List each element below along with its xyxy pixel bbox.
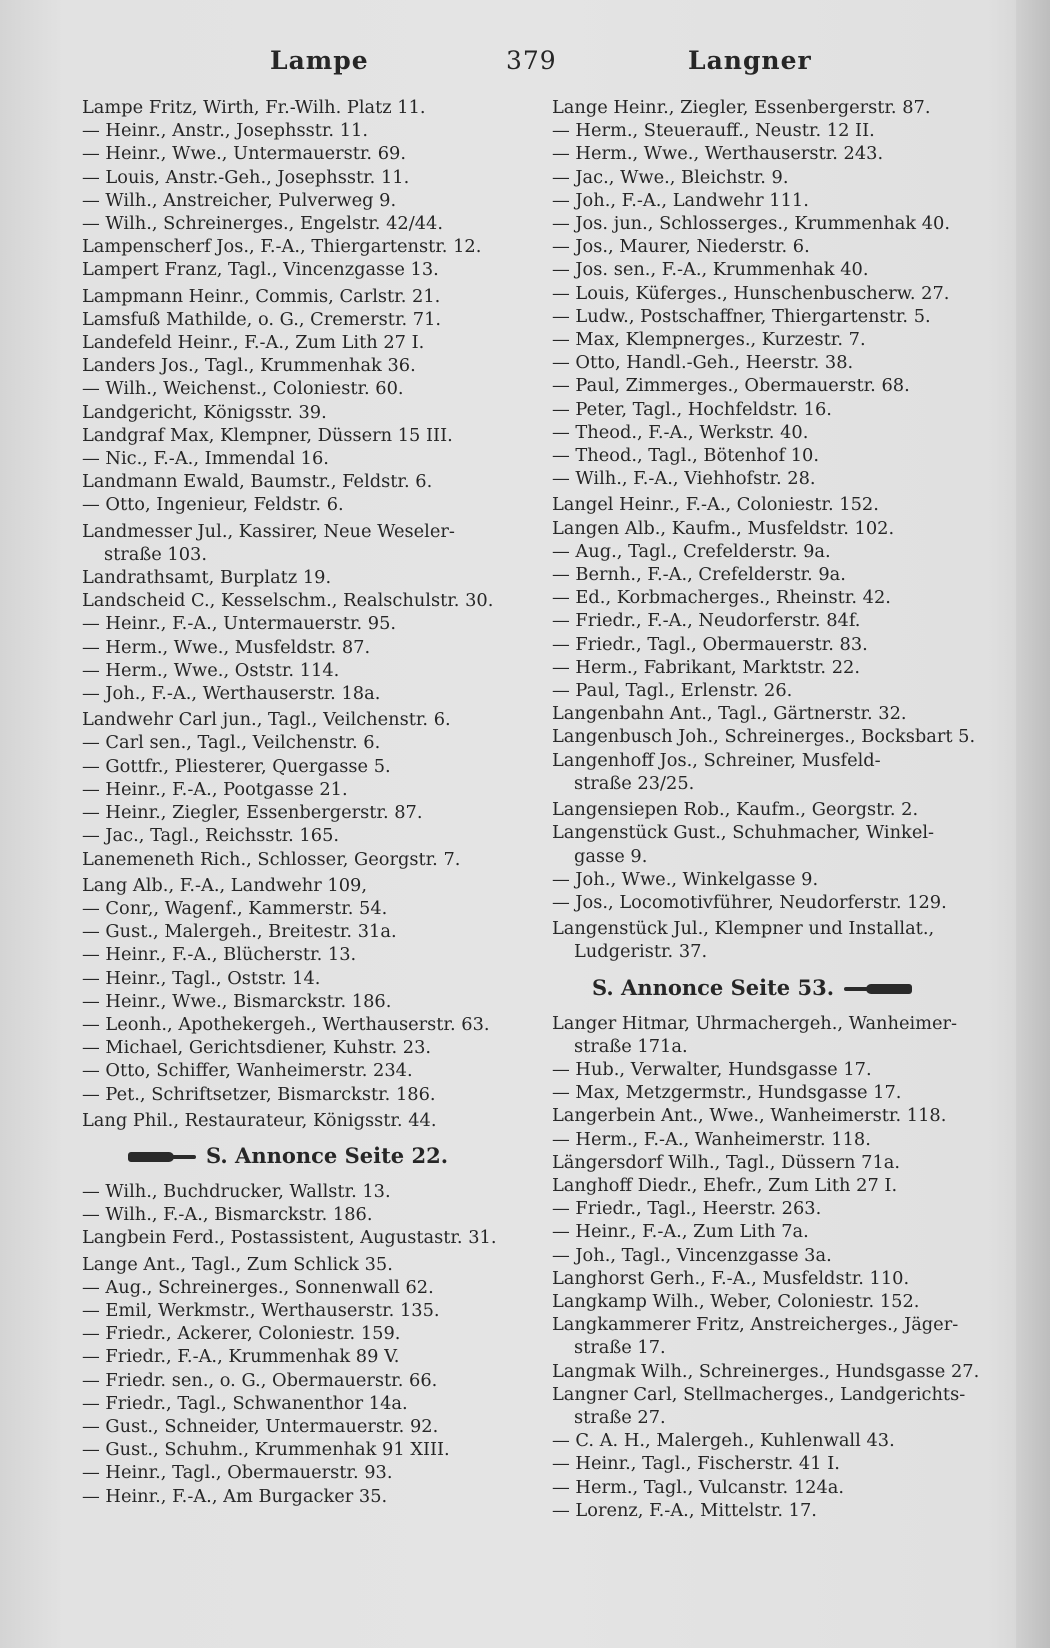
directory-entry: — Heinr., F.-A., Untermauerstr. 95. [82,613,397,635]
advertisement-text: S. Annonce Seite 22. [206,1142,449,1168]
directory-entry: — Joh., Wwe., Winkelgasse 9. [552,868,819,890]
page-edge [1016,0,1050,1648]
directory-entry: Lange Heinr., Ziegler, Essenbergerstr. 87. [552,97,931,118]
directory-entry: — Max, Metzgermstr., Hundsgasse 17. [552,1082,902,1104]
directory-entry: — Heinr., Wwe., Untermauerstr. 69. [82,143,407,165]
directory-entry: — Wilh., Anstreicher, Pulverweg 9. [82,189,397,211]
directory-entry: — Gust., Schneider, Untermauerstr. 92. [82,1415,439,1437]
directory-entry: — Herm., Steuerauff., Neustr. 12 II. [552,120,875,142]
directory-entry: — Pet., Schriftsetzer, Bismarckstr. 186. [82,1083,436,1105]
directory-entry: — Joh., F.-A., Werthauserstr. 18a. [82,683,381,705]
directory-entry: — Jos. sen., F.-A., Krummenhak 40. [552,259,869,281]
directory-entry: — Heinr., Anstr., Josephsstr. 11. [82,120,369,142]
directory-entry: Lanemeneth Rich., Schlosser, Georgstr. 7. [82,848,461,870]
directory-entry: — Aug., Tagl., Crefelderstr. 9a. [552,540,831,562]
directory-entry: — Joh., F.-A., Landwehr 111. [552,189,809,211]
directory-entry: — Paul, Zimmerges., Obermauerstr. 68. [552,375,910,397]
directory-entry: Langerbein Ant., Wwe., Wanheimerstr. 118. [552,1105,947,1127]
directory-entry-continuation: straße 103. [104,543,208,565]
directory-entry: Langner Carl, Stellmacherges., Landgerichts- [552,1383,966,1405]
directory-entry: — Theod., F.-A., Werkstr. 40. [552,421,809,443]
directory-entry: — Heinr., F.-A., Am Burgacker 35. [82,1485,388,1507]
header-right-keyword: Langner [688,46,812,75]
directory-entry-continuation: straße 27. [574,1406,666,1428]
directory-entry: — Leonh., Apothekergeh., Werthauserstr. 63. [82,1013,490,1035]
directory-entry: Landgericht, Königsstr. 39. [82,401,327,423]
directory-entry: Lampenscherf Jos., F.-A., Thiergartenstr. 12. [82,236,482,258]
directory-entry: — Otto, Schiffer, Wanheimerstr. 234. [82,1060,413,1082]
directory-entry: Langenbusch Joh., Schreinerges., Bocksbart 5. [552,726,976,748]
header-left-keyword: Lampe [270,46,369,75]
directory-entry: — Friedr. sen., o. G., Obermauerstr. 66. [82,1369,438,1391]
directory-entry-continuation: straße 171a. [574,1035,688,1057]
directory-entry: — Heinr., Ziegler, Essenbergerstr. 87. [82,802,423,824]
pointing-hand-icon [842,982,912,996]
directory-entry: — Louis, Küferges., Hunschenbuscherw. 27. [552,282,950,304]
directory-entry: — Ed., Korbmacherges., Rheinstr. 42. [552,587,891,609]
directory-entry: — Peter, Tagl., Hochfeldstr. 16. [552,398,832,420]
directory-entry: Langhoff Diedr., Ehefr., Zum Lith 27 I. [552,1174,898,1196]
directory-entry: — Bernh., F.-A., Crefelderstr. 9a. [552,564,846,586]
directory-entry: Langenstück Jul., Klempner und Installat., [552,918,935,940]
directory-entry: Längersdorf Wilh., Tagl., Düssern 71a. [552,1151,901,1173]
directory-entry: — Jos., Locomotivführer, Neudorferstr. 129. [552,891,947,913]
directory-entry: — Max, Klempnerges., Kurzestr. 7. [552,329,866,351]
directory-entry: — Louis, Anstr.-Geh., Josephsstr. 11. [82,166,410,188]
directory-entry: — Heinr., Tagl., Fischerstr. 41 I. [552,1453,840,1475]
directory-entry: — Herm., Wwe., Musfeldstr. 87. [82,636,371,658]
page-number: 379 [506,46,557,75]
directory-entry: — Wilh., Schreinerges., Engelstr. 42/44. [82,213,443,235]
directory-entry: Langenhoff Jos., Schreiner, Musfeld- [552,749,881,771]
directory-entry: — Wilh., F.-A., Viehhofstr. 28. [552,468,816,490]
directory-entry: — Otto, Handl.-Geh., Heerstr. 38. [552,352,854,374]
directory-entry: Landgraf Max, Klempner, Düssern 15 III. [82,424,453,446]
directory-entry: — Emil, Werkmstr., Werthauserstr. 135. [82,1299,440,1321]
directory-entry: — Heinr., F.-A., Blücherstr. 13. [82,944,357,966]
directory-entry: — Wilh., Buchdrucker, Wallstr. 13. [82,1180,391,1202]
directory-entry: — Wilh., F.-A., Bismarckstr. 186. [82,1204,373,1226]
directory-entry: — Jos., Maurer, Niederstr. 6. [552,236,810,258]
directory-entry: — Herm., Wwe., Werthauserstr. 243. [552,143,884,165]
directory-entry: — Joh., Tagl., Vincenzgasse 3a. [552,1244,832,1266]
directory-entry: — Herm., Tagl., Vulcanstr. 124a. [552,1476,845,1498]
directory-entry: — Conr,, Wagenf., Kammerstr. 54. [82,897,388,919]
directory-entry: — Friedr., F.-A., Krummenhak 89 V. [82,1346,400,1368]
directory-entry-continuation: straße 17. [574,1337,666,1359]
directory-entry: — Theod., Tagl., Bötenhof 10. [552,445,819,467]
directory-entry: Langkammerer Fritz, Anstreicherges., Jäger- [552,1314,959,1336]
directory-entry: — Carl sen., Tagl., Veilchenstr. 6. [82,732,381,754]
directory-entry: Langenstück Gust., Schuhmacher, Winkel- [552,822,935,844]
directory-entry: Landers Jos., Tagl., Krummenhak 36. [82,355,416,377]
page-header [0,46,1050,86]
directory-entry: — Aug., Schreinerges., Sonnenwall 62. [82,1276,434,1298]
directory-entry-continuation: Ludgeristr. 37. [574,941,708,963]
directory-entry: — Lorenz, F.-A., Mittelstr. 17. [552,1499,817,1521]
advertisement-reference [82,1141,522,1171]
directory-entry: Landmann Ewald, Baumstr., Feldstr. 6. [82,471,433,493]
advertisement-text: S. Annonce Seite 53. [592,974,835,1000]
directory-entry: — Friedr., Ackerer, Coloniestr. 159. [82,1323,401,1345]
directory-entry: — Herm., Wwe., Oststr. 114. [82,659,340,681]
directory-entry: Langen Alb., Kaufm., Musfeldstr. 102. [552,517,895,539]
directory-entry: — Heinr., Tagl., Oststr. 14. [82,967,321,989]
directory-entry: — Friedr., F.-A., Neudorferstr. 84f. [552,610,861,632]
directory-entry: Lange Ant., Tagl., Zum Schlick 35. [82,1253,393,1275]
directory-entry: Langhorst Gerh., F.-A., Musfeldstr. 110. [552,1267,910,1289]
directory-entry: Landefeld Heinr., F.-A., Zum Lith 27 I. [82,332,425,354]
directory-entry-continuation: gasse 9. [574,845,648,867]
directory-entry: — Heinr., F.-A., Pootgasse 21. [82,778,348,800]
directory-entry: Langmak Wilh., Schreinerges., Hundsgasse 27. [552,1360,980,1382]
directory-entry: Langbein Ferd., Postassistent, Augustastr. 31. [82,1227,497,1249]
directory-entry: Langer Hitmar, Uhrmachergeh., Wanheimer- [552,1012,958,1034]
directory-entry: — Gust., Malergeh., Breitestr. 31a. [82,921,397,943]
pointing-hand-icon [128,1150,198,1164]
directory-entry: Lamsfuß Mathilde, o. G., Cremerstr. 71. [82,308,442,330]
directory-entry: — Paul, Tagl., Erlenstr. 26. [552,680,793,702]
directory-entry: Landmesser Jul., Kassirer, Neue Weseler- [82,520,455,542]
directory-entry: — Jac., Tagl., Reichsstr. 165. [82,825,340,847]
directory-entry: Langel Heinr., F.-A., Coloniestr. 152. [552,494,879,516]
directory-entry-continuation: straße 23/25. [574,772,695,794]
directory-entry: — Otto, Ingenieur, Feldstr. 6. [82,494,344,516]
directory-entry: Lampert Franz, Tagl., Vincenzgasse 13. [82,259,439,281]
directory-entry: — Wilh., Weichenst., Coloniestr. 60. [82,378,404,400]
directory-entry: Lang Alb., F.-A., Landwehr 109, [82,874,367,896]
right-column [552,96,980,1522]
directory-entry: — Nic., F.-A., Immendal 16. [82,448,329,470]
directory-entry: Langenbahn Ant., Tagl., Gärtnerstr. 32. [552,703,907,725]
directory-entry: Lang Phil., Restaurateur, Königsstr. 44. [82,1109,437,1131]
directory-entry: — Heinr., F.-A., Zum Lith 7a. [552,1221,809,1243]
directory-entry: — Michael, Gerichtsdiener, Kuhstr. 23. [82,1037,432,1059]
left-column [82,96,522,1508]
directory-entry: Landwehr Carl jun., Tagl., Veilchenstr. 6. [82,709,451,731]
directory-entry: — Gottfr., Pliesterer, Quergasse 5. [82,755,391,777]
directory-entry: Lampe Fritz, Wirth, Fr.-Wilh. Platz 11. [82,97,426,118]
directory-entry: — Jos. jun., Schlosserges., Krummenhak 40. [552,213,951,235]
directory-entry: — Friedr., Tagl., Obermauerstr. 83. [552,633,868,655]
directory-entry: Langensiepen Rob., Kaufm., Georgstr. 2. [552,799,919,821]
directory-entry: Landrathsamt, Burplatz 19. [82,567,332,589]
directory-entry: Langkamp Wilh., Weber, Coloniestr. 152. [552,1290,920,1312]
directory-entry: — Jac., Wwe., Bleichstr. 9. [552,166,789,188]
directory-entry: — C. A. H., Malergeh., Kuhlenwall 43. [552,1430,895,1452]
directory-entry: — Friedr., Tagl., Schwanenthor 14a. [82,1392,408,1414]
directory-entry: — Herm., Fabrikant, Marktstr. 22. [552,656,860,678]
directory-entry: — Heinr., Wwe., Bismarckstr. 186. [82,990,392,1012]
directory-entry: — Heinr., Tagl., Obermauerstr. 93. [82,1462,393,1484]
directory-entry: Landscheid C., Kesselschm., Realschulstr. 30. [82,590,494,612]
directory-entry: — Friedr., Tagl., Heerstr. 263. [552,1198,822,1220]
directory-entry: — Ludw., Postschaffner, Thiergartenstr. 5. [552,305,931,327]
directory-entry: Lampmann Heinr., Commis, Carlstr. 21. [82,285,441,307]
directory-entry: — Hub., Verwalter, Hundsgasse 17. [552,1058,872,1080]
directory-entry: — Gust., Schuhm., Krummenhak 91 XIII. [82,1439,450,1461]
advertisement-reference [552,973,964,1003]
directory-entry: — Herm., F.-A., Wanheimerstr. 118. [552,1128,871,1150]
